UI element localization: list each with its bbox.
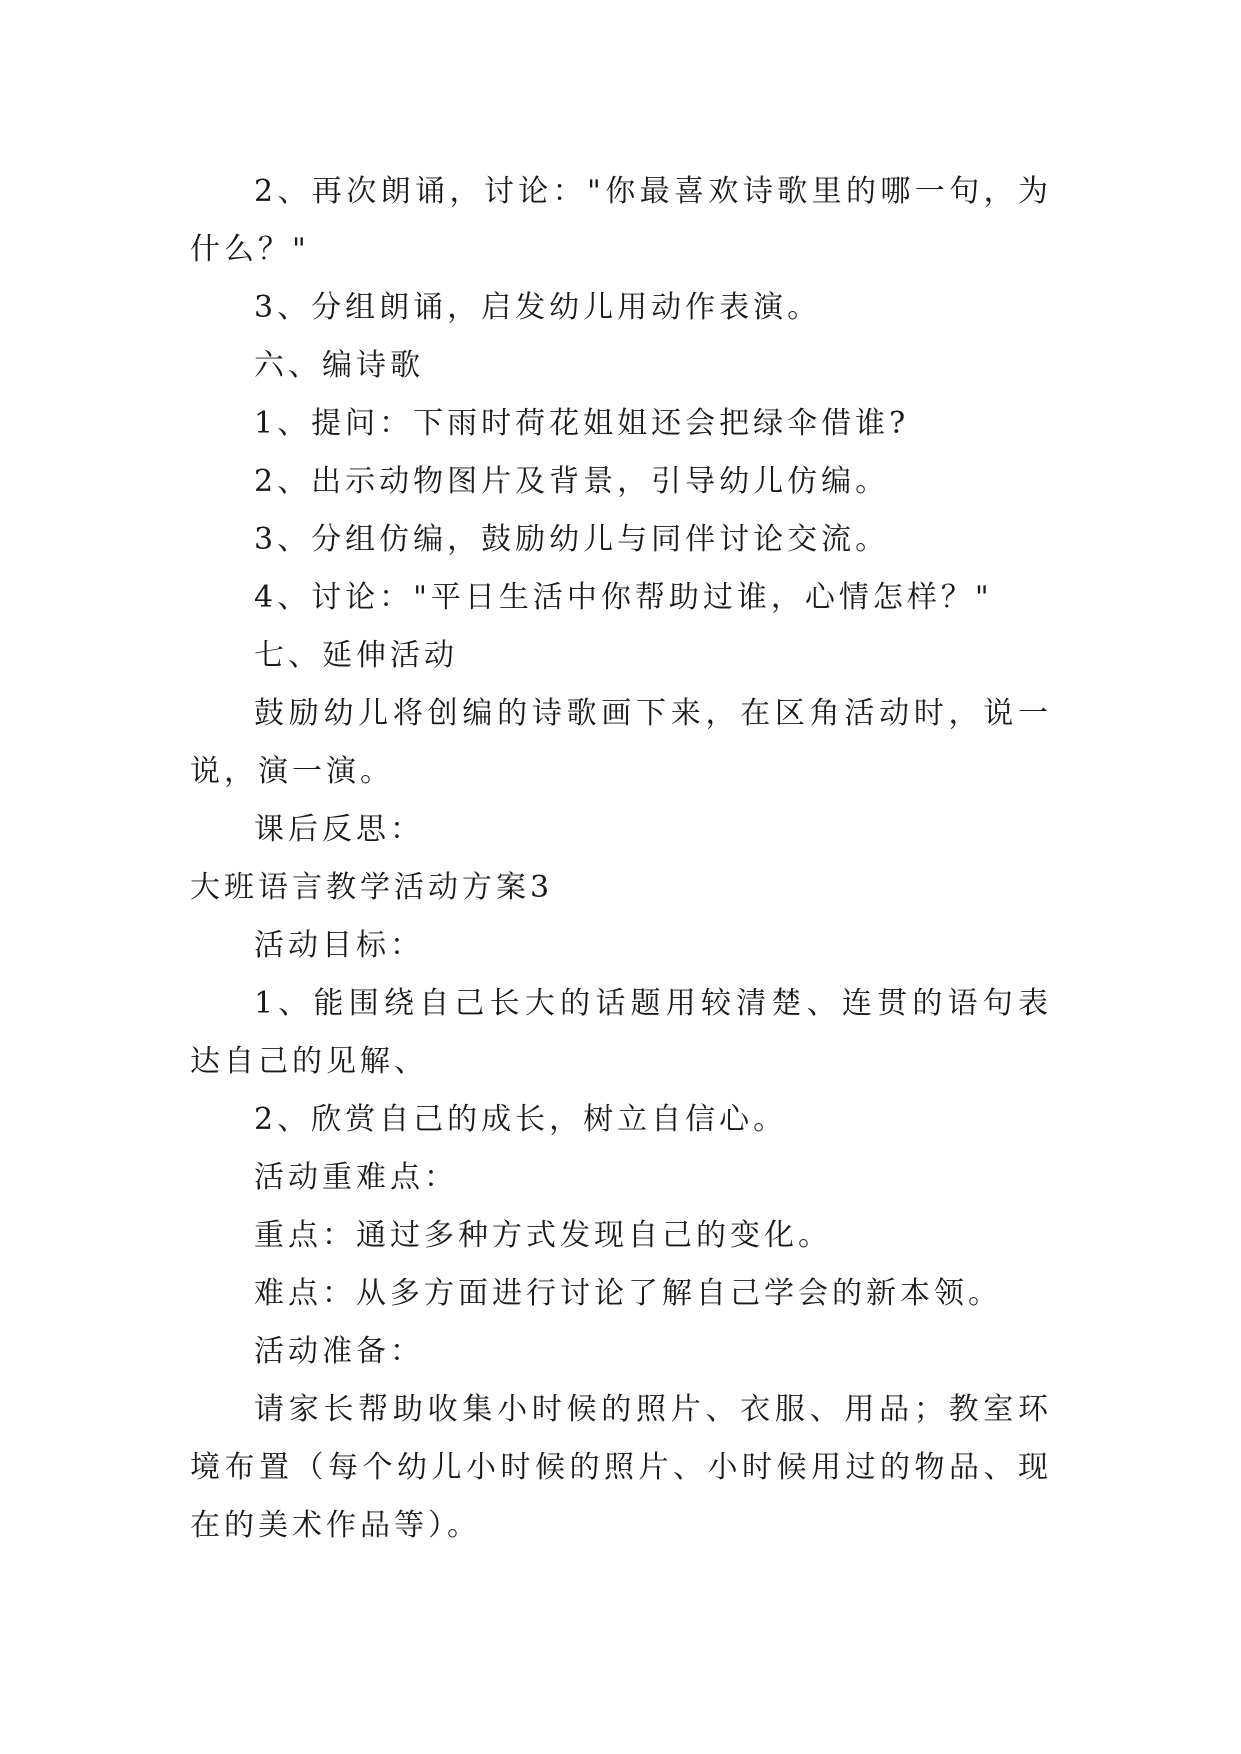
paragraph: 课后反思： xyxy=(254,812,424,847)
paragraph: 2、再次朗诵，讨论："你最喜欢诗歌里的哪一句，为什么？" xyxy=(190,174,1052,267)
paragraph: 重点：通过多种方式发现自己的变化。 xyxy=(254,1218,832,1253)
paragraph: 鼓励幼儿将创编的诗歌画下来，在区角活动时，说一说，演一演。 xyxy=(190,696,1052,789)
paragraph: 3、分组朗诵，启发幼儿用动作表演。 xyxy=(254,290,822,325)
document-section-title: 大班语言教学活动方案3 xyxy=(190,870,554,905)
paragraph: 1、提问：下雨时荷花姐姐还会把绿伞借谁? xyxy=(254,406,910,441)
document-body xyxy=(190,163,1052,1555)
paragraph: 请家长帮助收集小时候的照片、衣服、用品；教室环境布置（每个幼儿小时候的照片、小时候用过的物品、现在的美术作品等）。 xyxy=(190,1392,1052,1543)
section-heading: 活动重难点： xyxy=(254,1160,458,1195)
paragraph: 2、欣赏自己的成长，树立自信心。 xyxy=(254,1102,788,1137)
section-heading: 七、延伸活动 xyxy=(254,638,458,673)
section-heading: 活动准备： xyxy=(254,1334,424,1369)
section-heading: 活动目标： xyxy=(254,928,424,963)
paragraph: 2、出示动物图片及背景，引导幼儿仿编。 xyxy=(254,464,890,499)
paragraph: 4、讨论："平日生活中你帮助过谁，心情怎样？" xyxy=(254,580,993,615)
section-heading: 六、编诗歌 xyxy=(254,348,424,383)
paragraph: 1、能围绕自己长大的话题用较清楚、连贯的语句表达自己的见解、 xyxy=(190,986,1052,1079)
paragraph: 难点：从多方面进行讨论了解自己学会的新本领。 xyxy=(254,1276,1002,1311)
paragraph: 3、分组仿编，鼓励幼儿与同伴讨论交流。 xyxy=(254,522,890,557)
